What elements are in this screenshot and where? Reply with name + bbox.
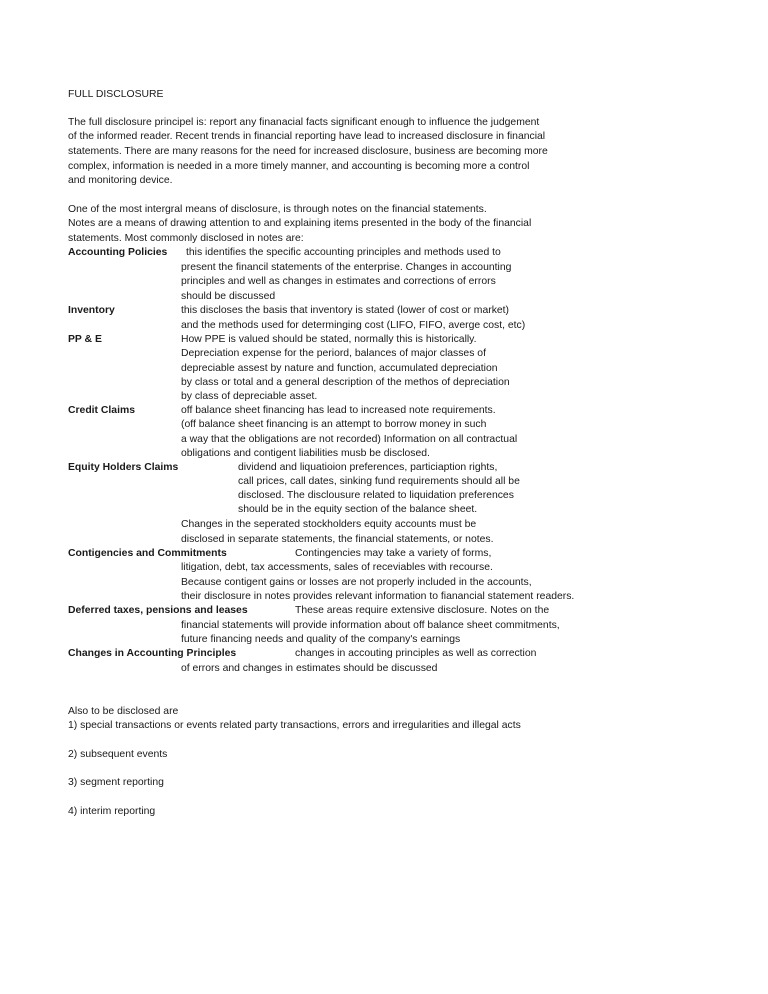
intro-line: complex, information is needed in a more timely manner, and accounting is becoming more a control — [68, 161, 530, 172]
intro-line: of the informed reader. Recent trends in financial reporting have lead to increased disclosure in financial — [68, 131, 546, 142]
item-description: this discloses the basis that inventory is stated (lower of cost or market) — [181, 305, 510, 316]
item-description: this identifies the specific accounting principles and methods used to — [186, 247, 501, 258]
item-description: present the financil statements of the enterprise. Changes in accounting — [181, 262, 512, 273]
item-description: depreciable assest by nature and function, accumulated depreciation — [181, 363, 498, 374]
item-description: call prices, call dates, sinking fund requirements should all be — [238, 476, 520, 487]
item-description: These areas require extensive disclosure. Notes on the — [295, 605, 550, 616]
item-description: by class or total and a general description of the methos of depreciation — [181, 377, 510, 388]
item-label-changes-accounting-principles: Changes in Accounting Principles — [68, 648, 237, 659]
document-title: FULL DISCLOSURE — [68, 89, 164, 100]
intro-line: and monitoring device. — [68, 175, 173, 186]
item-description: should be discussed — [181, 291, 276, 302]
list-item: 3) segment reporting — [68, 777, 164, 788]
item-description: disclosed. The disclousure related to liquidation preferences — [238, 490, 514, 501]
item-description: off balance sheet financing has lead to increased note requirements. — [181, 405, 496, 416]
item-description: obligations and contigent liabilities musb be disclosed. — [181, 448, 430, 459]
intro-line: statements. There are many reasons for the need for increased disclosure, business are becoming more — [68, 146, 548, 157]
notes-intro-line: Notes are a means of drawing attention to and explaining items presented in the body of the financial — [68, 218, 532, 229]
item-description: and the methods used for determinging cost (LIFO, FIFO, averge cost, etc) — [181, 320, 526, 331]
item-description: litigation, debt, tax accessments, sales of receviables with recourse. — [181, 562, 493, 573]
item-label-accounting-policies: Accounting Policies — [68, 247, 168, 258]
item-description: should be in the equity section of the balance sheet. — [238, 504, 478, 515]
item-label-inventory: Inventory — [68, 305, 115, 316]
item-description: disclosed in separate statements, the financial statements, or notes. — [181, 534, 494, 545]
item-label-credit-claims: Credit Claims — [68, 405, 135, 416]
item-description: future financing needs and quality of the company's earnings — [181, 634, 461, 645]
item-description: How PPE is valued should be stated, normally this is historically. — [181, 334, 477, 345]
item-description: Contingencies may take a variety of forms, — [295, 548, 492, 559]
item-label-equity-holders-claims: Equity Holders Claims — [68, 462, 179, 473]
item-description: financial statements will provide information about off balance sheet commitments, — [181, 620, 560, 631]
item-description: by class of depreciable asset. — [181, 391, 318, 402]
notes-intro-line: statements. Most commonly disclosed in notes are: — [68, 233, 304, 244]
item-description: Changes in the seperated stockholders equity accounts must be — [181, 519, 477, 530]
item-description: of errors and changes in estimates should be discussed — [181, 663, 438, 674]
item-label-contigencies-commitments: Contigencies and Commitments — [68, 548, 227, 559]
item-label-ppe: PP & E — [68, 334, 102, 345]
intro-line: The full disclosure principel is: report any finanacial facts significant enough to influence the judgement — [68, 117, 540, 128]
also-heading: Also to be disclosed are — [68, 706, 179, 717]
item-description: Because contigent gains or losses are not properly included in the accounts, — [181, 577, 532, 588]
item-description: (off balance sheet financing is an attempt to borrow money in such — [181, 419, 487, 430]
list-item: 1) special transactions or events related party transactions, errors and irregularities and illegal acts — [68, 720, 521, 731]
list-item: 4) interim reporting — [68, 806, 156, 817]
item-description: changes in accouting principles as well as correction — [295, 648, 537, 659]
item-label-deferred-taxes: Deferred taxes, pensions and leases — [68, 605, 248, 616]
item-description: their disclosure in notes provides relevant information to fianancial statement readers. — [181, 591, 575, 602]
notes-intro-line: One of the most intergral means of disclosure, is through notes on the financial statements. — [68, 204, 487, 215]
item-description: dividend and liquatioion preferences, particiaption rights, — [238, 462, 498, 473]
item-description: Depreciation expense for the periord, balances of major classes of — [181, 348, 486, 359]
list-item: 2) subsequent events — [68, 749, 168, 760]
item-description: a way that the obligations are not recorded) Information on all contractual — [181, 434, 518, 445]
item-description: principles and well as changes in estimates and corrections of errors — [181, 276, 496, 287]
